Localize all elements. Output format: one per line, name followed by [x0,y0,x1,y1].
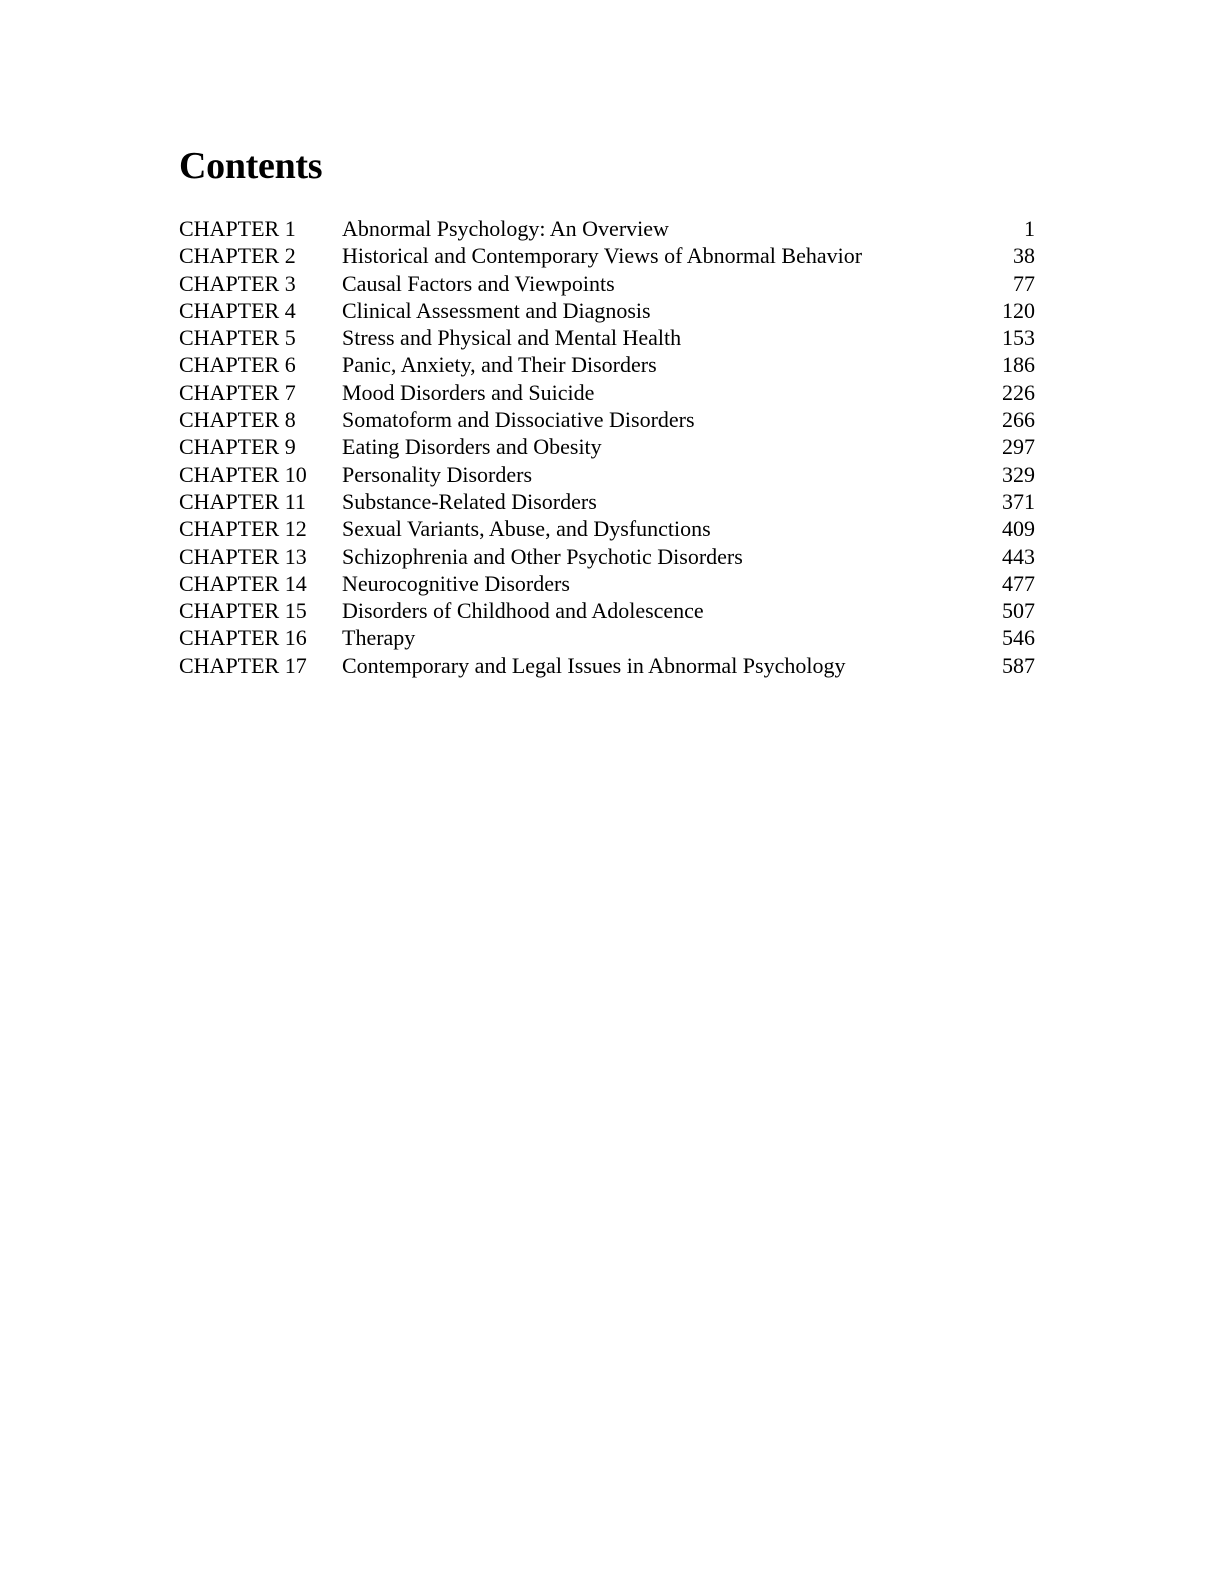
toc-page-number: 371 [1002,488,1035,514]
toc-page-number: 186 [1002,352,1035,378]
toc-chapter-number: CHAPTER 7 [179,379,296,405]
toc-chapter-number: CHAPTER 15 [179,598,307,624]
toc-chapter-title: Abnormal Psychology: An Overview [342,216,669,241]
toc-chapter-title: Schizophrenia and Other Psychotic Disorders [342,543,743,569]
toc-chapter-number: CHAPTER 12 [179,516,307,542]
toc-chapter-title: Stress and Physical and Mental Health [342,325,682,351]
toc-chapter-title: Causal Factors and Viewpoints [342,270,615,296]
toc-row [179,488,1035,515]
toc-page-number: 507 [1002,598,1035,624]
toc-row [179,297,1035,324]
toc-chapter-number: CHAPTER 16 [179,625,307,651]
toc-page-number: 587 [1002,652,1035,678]
toc-row [179,624,1035,651]
toc-chapter-title: Disorders of Childhood and Adolescence [342,598,704,624]
toc-page-number: 153 [1002,325,1035,351]
toc-chapter-number: CHAPTER 10 [179,461,307,487]
toc-page-number: 77 [1013,270,1035,296]
toc-chapter-title: Neurocognitive Disorders [342,570,570,596]
toc-row [179,242,1035,269]
toc-chapter-title: Eating Disorders and Obesity [342,434,602,460]
toc-page-number: 297 [1002,434,1035,460]
toc-page-number: 38 [1013,243,1035,269]
page-title: Contents [179,145,323,187]
toc-chapter-number: CHAPTER 9 [179,434,296,460]
toc-page-number: 1 [1024,216,1035,241]
toc-page-number: 546 [1002,625,1035,651]
toc-chapter-number: CHAPTER 17 [179,652,307,678]
toc-chapter-title: Historical and Contemporary Views of Abnormal Behavior [342,243,863,269]
table-of-contents [179,215,1035,679]
toc-row [179,270,1035,297]
toc-page-number: 477 [1002,570,1035,596]
toc-chapter-number: CHAPTER 1 [179,216,296,241]
toc-chapter-title: Personality Disorders [342,461,533,487]
toc-chapter-title: Therapy [342,625,416,651]
toc-chapter-number: CHAPTER 5 [179,325,296,351]
toc-chapter-number: CHAPTER 3 [179,270,296,296]
toc-row [179,461,1035,488]
toc-chapter-title: Mood Disorders and Suicide [342,379,595,405]
toc-page-number: 266 [1002,407,1035,433]
toc-page-number: 329 [1002,461,1035,487]
toc-chapter-title: Panic, Anxiety, and Their Disorders [342,352,657,378]
toc-row [179,406,1035,433]
toc-chapter-title: Somatoform and Dissociative Disorders [342,407,695,433]
toc-chapter-number: CHAPTER 8 [179,407,296,433]
toc-row [179,351,1035,378]
toc-chapter-number: CHAPTER 11 [179,488,306,514]
toc-page-number: 226 [1002,379,1035,405]
toc-chapter-number: CHAPTER 14 [179,570,307,596]
toc-chapter-title: Clinical Assessment and Diagnosis [342,297,651,323]
toc-row [179,652,1035,679]
toc-row [179,379,1035,406]
toc-chapter-number: CHAPTER 2 [179,243,296,269]
toc-row [179,570,1035,597]
toc-row [179,324,1035,351]
toc-page-number: 120 [1002,297,1035,323]
toc-row [179,215,1035,242]
toc-chapter-number: CHAPTER 13 [179,543,307,569]
toc-row [179,597,1035,624]
toc-row [179,433,1035,460]
toc-row [179,515,1035,542]
toc-chapter-title: Sexual Variants, Abuse, and Dysfunctions [342,516,711,542]
toc-row [179,543,1035,570]
toc-chapter-title: Substance-Related Disorders [342,488,597,514]
toc-chapter-title: Contemporary and Legal Issues in Abnormal Psychology [342,652,846,678]
toc-chapter-number: CHAPTER 4 [179,297,296,323]
toc-page-number: 443 [1002,543,1035,569]
toc-chapter-number: CHAPTER 6 [179,352,296,378]
toc-page-number: 409 [1002,516,1035,542]
